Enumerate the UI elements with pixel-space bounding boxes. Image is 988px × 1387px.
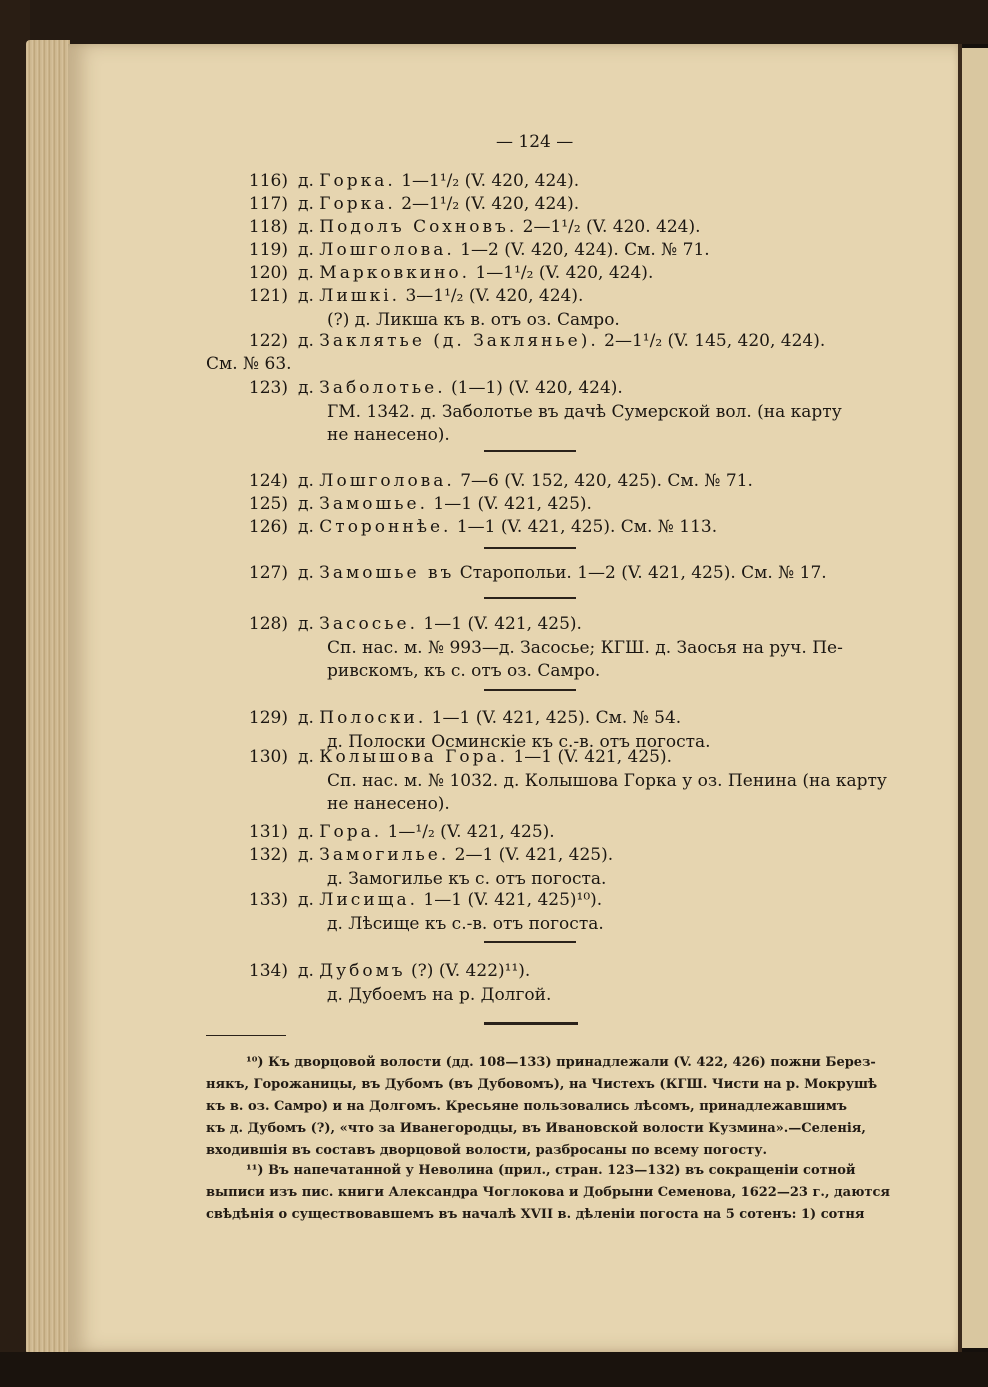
entry-number: 121) <box>248 286 288 306</box>
entry-prefix: д. <box>298 240 314 260</box>
entry-details: 2—1¹/₂ (V. 420. 424). <box>522 217 701 237</box>
entry-note: не нанесено). <box>327 794 450 814</box>
entry-line <box>298 239 710 261</box>
entry-details: 1—2 (V. 420, 424). См. № 71. <box>460 240 710 260</box>
entry-details: 1—1¹/₂ (V. 420, 424). <box>401 171 580 191</box>
entry-name: Колышова Гора. <box>319 747 509 767</box>
entry-number: 118) <box>248 217 288 237</box>
entry-line <box>298 193 579 215</box>
entry-note: не нанесено). <box>327 425 450 445</box>
entry-note: ривскомъ, къ с. отъ оз. Самро. <box>327 661 601 681</box>
entry-prefix: д. <box>298 961 314 981</box>
entry-prefix: д. <box>298 614 314 634</box>
entry-number: 125) <box>248 494 288 514</box>
entry-number: 127) <box>248 563 288 583</box>
entry-number: 133) <box>248 890 288 910</box>
entry-details: 1—1 (V. 421, 425)¹⁰). <box>423 890 603 910</box>
entry-number: 119) <box>248 240 288 260</box>
entry-prefix: д. <box>298 286 314 306</box>
entry-name: Засосье. <box>319 614 419 634</box>
entry-note: (?) д. Ликша къ в. отъ оз. Самро. <box>327 310 620 330</box>
entry-line <box>298 470 753 492</box>
separator-rule <box>484 689 576 691</box>
entry-details: 1—¹/₂ (V. 421, 425). <box>387 822 555 842</box>
footnote-line: входившiя въ составъ дворцовой волости, разбросаны по всему погосту. <box>206 1143 768 1158</box>
entry-prefix: д. <box>298 494 314 514</box>
entry-note: Сп. нас. м. № 1032. д. Колышова Горка у оз. Пенина (на карту <box>327 771 887 791</box>
entry-name: Заклятье (д. Заклянье). <box>319 331 599 351</box>
entry-number: 126) <box>248 517 288 537</box>
entry-name: Замошье. <box>319 494 428 514</box>
entry-number: 123) <box>248 378 288 398</box>
entry-details: 2—1¹/₂ (V. 420, 424). <box>401 194 580 214</box>
entry-name: Марковкино. <box>319 263 471 283</box>
entry-line <box>298 960 530 982</box>
entry-name: Лишкi. <box>319 286 401 306</box>
entry-line <box>298 746 672 768</box>
entry-number: 129) <box>248 708 288 728</box>
entry-line <box>298 285 583 307</box>
entry-number: 116) <box>248 171 288 191</box>
page-edges <box>26 40 70 1355</box>
entry-line <box>298 889 602 911</box>
entry-prefix: д. <box>298 845 314 865</box>
page-number: — 124 — <box>496 132 574 152</box>
entry-number: 130) <box>248 747 288 767</box>
footnote-line: къ в. оз. Самро) и на Долгомъ. Кресьяне пользовались лѣсомъ, принадлежавшимъ <box>206 1099 847 1114</box>
footnote-rule <box>206 1035 286 1036</box>
footnote-line: къ д. Дубомъ (?), «что за Иванегородцы, въ Ивановской волости Кузмина».—Селенiя, <box>206 1121 866 1136</box>
separator-rule <box>484 450 576 452</box>
entry-line <box>298 562 827 584</box>
entry-line <box>298 516 717 538</box>
entry-number: 128) <box>248 614 288 634</box>
entry-number: 134) <box>248 961 288 981</box>
entry-line <box>298 821 555 843</box>
separator-rule <box>484 547 576 549</box>
facing-page <box>962 48 988 1348</box>
entry-name: Гора. <box>319 822 383 842</box>
entry-prefix: д. <box>298 517 314 537</box>
entry-details: Старопольи. 1—2 (V. 421, 425). См. № 17. <box>459 563 827 583</box>
entry-note: д. Полоски Осминскiе къ с.-в. отъ погоста. <box>327 732 711 752</box>
entry-note: д. Дубоемъ на р. Долгой. <box>327 985 552 1005</box>
entry-prefix: д. <box>298 563 314 583</box>
entry-details: 7—6 (V. 152, 420, 425). См. № 71. <box>460 471 753 491</box>
entry-prefix: д. <box>298 217 314 237</box>
entry-note: д. Замогилье къ с. отъ погоста. <box>327 869 607 889</box>
separator-rule <box>484 597 576 599</box>
entry-details: 3—1¹/₂ (V. 420, 424). <box>405 286 584 306</box>
entry-details: 2—1 (V. 421, 425). <box>454 845 614 865</box>
entry-name: Полоски. <box>319 708 427 728</box>
entry-line <box>298 493 592 515</box>
entry-name: Горка. <box>319 171 396 191</box>
footnote-line: свѣдѣнiя о существовавшемъ въ началѣ XVII в. дѣленiи погоста на 5 сотенъ: 1) сотня <box>206 1207 865 1222</box>
entry-note: ГМ. 1342. д. Заболотье въ дачѣ Сумерской вол. (на карту <box>327 402 842 422</box>
entry-prefix: д. <box>298 890 314 910</box>
entry-line <box>298 262 653 284</box>
entry-details: 1—1 (V. 421, 425). <box>433 494 592 514</box>
entry-number: 120) <box>248 263 288 283</box>
entry-line <box>298 377 623 399</box>
entry-prefix: д. <box>298 194 314 214</box>
entry-prefix: д. <box>298 747 314 767</box>
footnote-line: ¹¹) Въ напечатанной у Неволина (прил., стран. 123—132) въ сокращенiи сотной <box>246 1163 856 1178</box>
entry-details: (1—1) (V. 420, 424). <box>451 378 623 398</box>
entry-name: Лисища. <box>319 890 418 910</box>
entry-line <box>298 707 681 729</box>
entry-prefix: д. <box>298 263 314 283</box>
footnote-line: някъ, Горожаницы, въ Дубомъ (въ Дубовомъ), на Чистехъ (КГШ. Чисти на р. Мокрушѣ <box>206 1077 878 1092</box>
entry-line <box>298 613 582 635</box>
entry-note: д. Лѣсище къ с.-в. отъ погоста. <box>327 914 604 934</box>
entry-details: 1—1 (V. 421, 425). См. № 113. <box>456 517 718 537</box>
entry-prefix: д. <box>298 331 314 351</box>
entry-number: 124) <box>248 471 288 491</box>
entry-line <box>298 216 701 238</box>
entry-name: Заболотье. <box>319 378 446 398</box>
entry-number: 122) <box>248 331 288 351</box>
book-bottom <box>0 1352 988 1387</box>
footnote-line: ¹⁰) Къ дворцовой волости (дд. 108—133) принадлежали (V. 422, 426) пожни Берез- <box>246 1055 876 1070</box>
entry-line <box>298 330 825 352</box>
entry-details: (?) (V. 422)¹¹). <box>411 961 531 981</box>
entry-name: Стороннѣе. <box>319 517 452 537</box>
entry-name: Лошголова. <box>319 240 455 260</box>
entry-name: Дубомъ <box>319 961 406 981</box>
separator-rule <box>484 941 576 943</box>
entry-prefix: д. <box>298 378 314 398</box>
entry-name: Подолъ Сохновъ. <box>319 217 518 237</box>
entry-details: 1—1 (V. 421, 425). <box>423 614 582 634</box>
entry-number: 131) <box>248 822 288 842</box>
entry-prefix: д. <box>298 171 314 191</box>
entry-note: Сп. нас. м. № 993—д. Засосье; КГШ. д. Заосья на руч. Пе- <box>327 638 843 658</box>
entry-name: Замогилье. <box>319 845 450 865</box>
end-rule <box>484 1022 578 1025</box>
entry-line <box>298 170 579 192</box>
entry-line <box>298 844 613 866</box>
entry-details: 1—1 (V. 421, 425). <box>513 747 673 767</box>
entry-details: 2—1¹/₂ (V. 145, 420, 424). <box>604 331 826 351</box>
entry-name: Лошголова. <box>319 471 455 491</box>
entry-number: 132) <box>248 845 288 865</box>
entry-number: 117) <box>248 194 288 214</box>
entry-prefix: д. <box>298 708 314 728</box>
entry-details: 1—1 (V. 421, 425). См. № 54. <box>431 708 682 728</box>
entry-details: 1—1¹/₂ (V. 420, 424). <box>475 263 654 283</box>
book-cover-top <box>0 0 988 44</box>
footnote-line: выписи изъ пис. книги Александра Чоглокова и Добрыни Семенова, 1622—23 г., даются <box>206 1185 890 1200</box>
entry-continuation: См. № 63. <box>206 354 292 374</box>
entry-name: Замошье въ <box>319 563 455 583</box>
entry-prefix: д. <box>298 471 314 491</box>
entry-name: Горка. <box>319 194 396 214</box>
entry-prefix: д. <box>298 822 314 842</box>
